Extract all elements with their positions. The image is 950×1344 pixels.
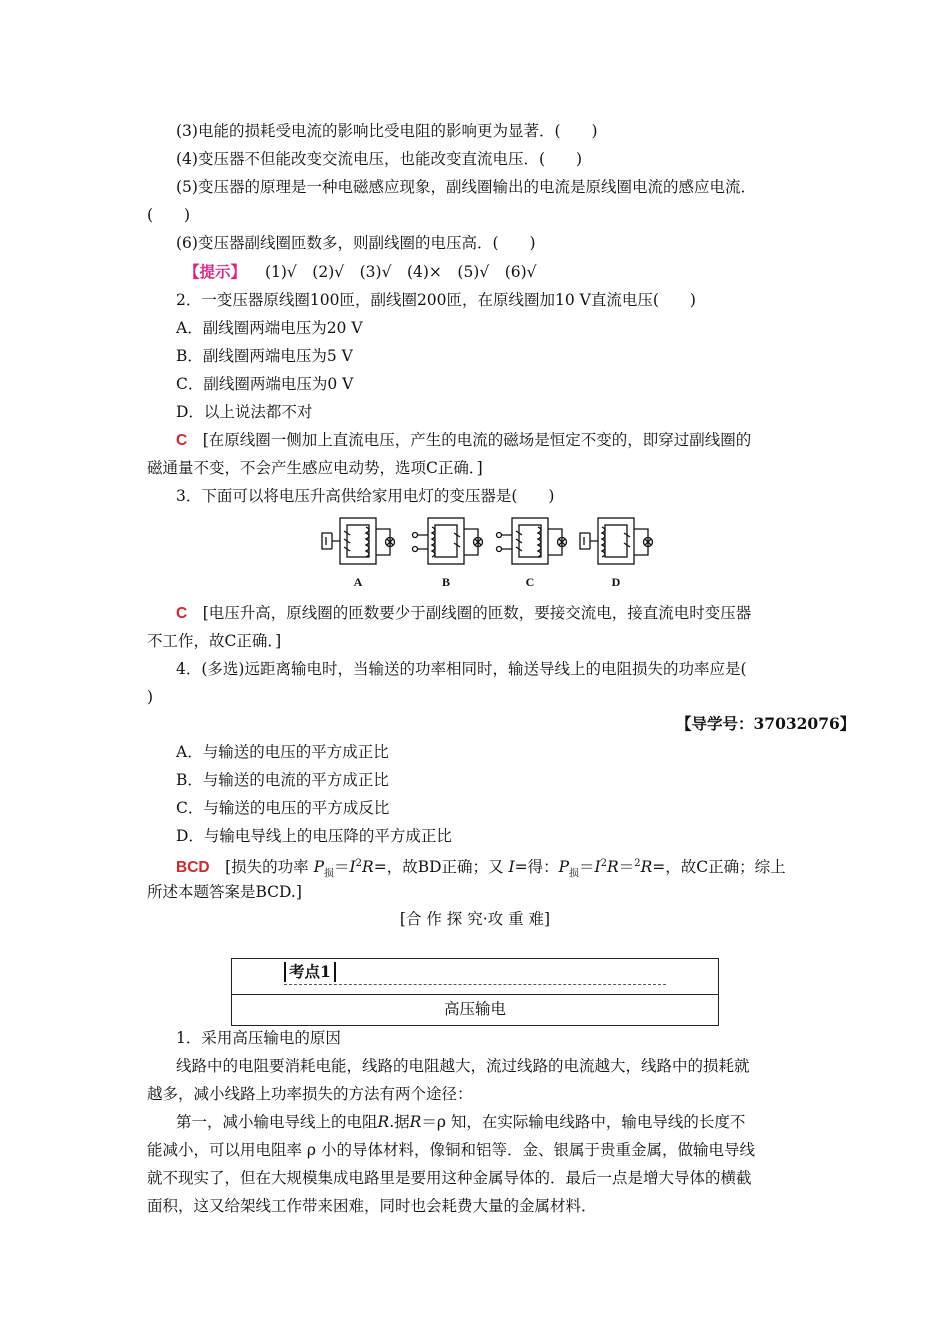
- figure-label-d: D: [611, 575, 621, 589]
- q3-answer-line1: [176, 603, 751, 624]
- q1-item-5: (5)变压器的原理是一种电磁感应现象，副线圈输出的电流是原线圈电流的感应电流．: [176, 178, 756, 196]
- transformer-b-diagram: [413, 518, 483, 564]
- q4-answer-line2: 所述本题答案是BCD.]: [147, 883, 302, 901]
- q4-answer-part-d: =，故C正确；综上: [652, 858, 786, 877]
- q3-answer-text1: [电压升高，原线圈的匝数要少于副线圈的匝数，要接交流电，接直流电时变压器: [187, 604, 752, 622]
- q2-option-d: D．以上说法都不对: [176, 403, 313, 421]
- q1-item-5-bracket: ( ): [147, 206, 191, 224]
- q4-stem-line2: ): [147, 688, 154, 706]
- q4-option-d: D．与输电导线上的电压降的平方成正比: [176, 827, 452, 845]
- body-p3-part-b: 据: [394, 1113, 410, 1131]
- body-p3-part-c: ＝ρ 知，在实际输电线路中，输电导线的长度不: [421, 1113, 746, 1131]
- q4-answer-part-a: [损失的功率: [209, 858, 309, 877]
- q3-stem: 3．下面可以将电压升高供给家用电灯的变压器是( ): [176, 487, 555, 505]
- q3-answer-line2: 不工作，故C正确．]: [147, 632, 282, 650]
- figure-label-a: A: [353, 575, 363, 589]
- q1-item-6: (6)变压器副线圈匝数多，则副线圈的电压高．( ): [176, 234, 536, 252]
- transformer-d-diagram: [580, 518, 653, 564]
- q2-answer-line2: 磁通量不变，不会产生感应电动势，选项C正确．]: [147, 459, 483, 477]
- transformer-a-diagram: [322, 518, 395, 564]
- hint-label: 【提示】: [184, 262, 247, 281]
- q2-answer-text1: [在原线圈一侧加上直流电压，产生的电流的磁场是恒定不变的，即穿过副线圈的: [187, 431, 752, 449]
- hint-text: (1)√ (2)√ (3)√ (4)× (5)√ (6)√: [264, 263, 537, 281]
- q3-answer-letter: C: [176, 605, 188, 622]
- q2-option-b: B．副线圈两端电压为5 V: [176, 347, 353, 365]
- q4-option-a: A．与输送的电压的平方成正比: [176, 743, 389, 761]
- q4-answer-line1: BCD [损失的功率 $P_损=I^2R=$，故BD正确；又 I=得：$P_损=I^2R=^2R=$，故C正确；综上: [176, 858, 786, 880]
- kaodian-tag: 考点1: [284, 962, 336, 982]
- body-p3-line2: 能减小，可以用电阻率 ρ 小的导体材料，像铜和铝等．金、银属于贵重金属，做输电导线: [147, 1141, 755, 1159]
- figure-label-c: C: [525, 575, 535, 589]
- q4-option-c: C．与输送的电压的平方成反比: [176, 799, 390, 817]
- body-p3-line4: 面积，这又给架线工作带来困难，同时也会耗费大量的金属材料．: [147, 1197, 597, 1215]
- body-p3-part-a: 第一，减小输电导线上的电阻: [176, 1113, 378, 1131]
- body-p3-line3: 就不现实了，但在大规模集成电路里是要用这种金属导体的．最后一点是增大导体的横截: [147, 1169, 752, 1187]
- kaodian-dash: [284, 984, 666, 985]
- hint-line: [184, 262, 537, 282]
- q2-answer-letter: C: [176, 432, 188, 449]
- transformer-figure: [318, 511, 678, 591]
- q2-answer-line1: [176, 430, 751, 451]
- q4-answer-letter: BCD: [176, 859, 210, 877]
- kaodian-box: [231, 958, 719, 1026]
- q1-item-4: (4)变压器不但能改变交流电压，也能改变直流电压．( ): [176, 150, 583, 168]
- q4-answer-part-b: =，故BD正确；又: [373, 858, 504, 877]
- body-p2-line2: 越多，减小线路上功率损失的方法有两个途径：: [147, 1085, 473, 1103]
- body-p3-line1: 第一，减小输电导线上的电阻R.据R＝ρ 知，在实际输电线路中，输电导线的长度不: [176, 1113, 746, 1131]
- body-p2-line1: 线路中的电阻要消耗电能，线路的电阻越大，流过线路的电流越大，线路中的损耗就: [176, 1057, 750, 1075]
- transformer-c-diagram: [497, 518, 567, 564]
- q2-stem: 2．一变压器原线圈100匝，副线圈200匝，在原线圈加10 V直流电压( ): [176, 291, 696, 309]
- q2-option-c: C．副线圈两端电压为0 V: [176, 375, 354, 393]
- q4-answer-part-c: =得：: [514, 858, 559, 877]
- q4-option-b: B．与输送的电流的平方成正比: [176, 771, 389, 789]
- q1-item-3: (3)电能的损耗受电流的影响比受电阻的影响更为显著．( ): [176, 122, 598, 140]
- kaodian-title: 高压输电: [443, 1000, 506, 1018]
- kaodian-divider: [232, 994, 718, 995]
- q4-stem-line1: 4．(多选)远距离输电时，当输送的功率相同时，输送导线上的电阻损失的功率应是(: [176, 660, 747, 678]
- section-heading: [合 作 探 究·攻 重 难]: [399, 910, 551, 928]
- figure-label-b: B: [441, 575, 451, 589]
- q2-option-a: A．副线圈两端电压为20 V: [176, 319, 363, 337]
- guide-number: 【导学号：37032076】: [676, 714, 856, 733]
- body-p1: 1．采用高压输电的原因: [176, 1029, 341, 1047]
